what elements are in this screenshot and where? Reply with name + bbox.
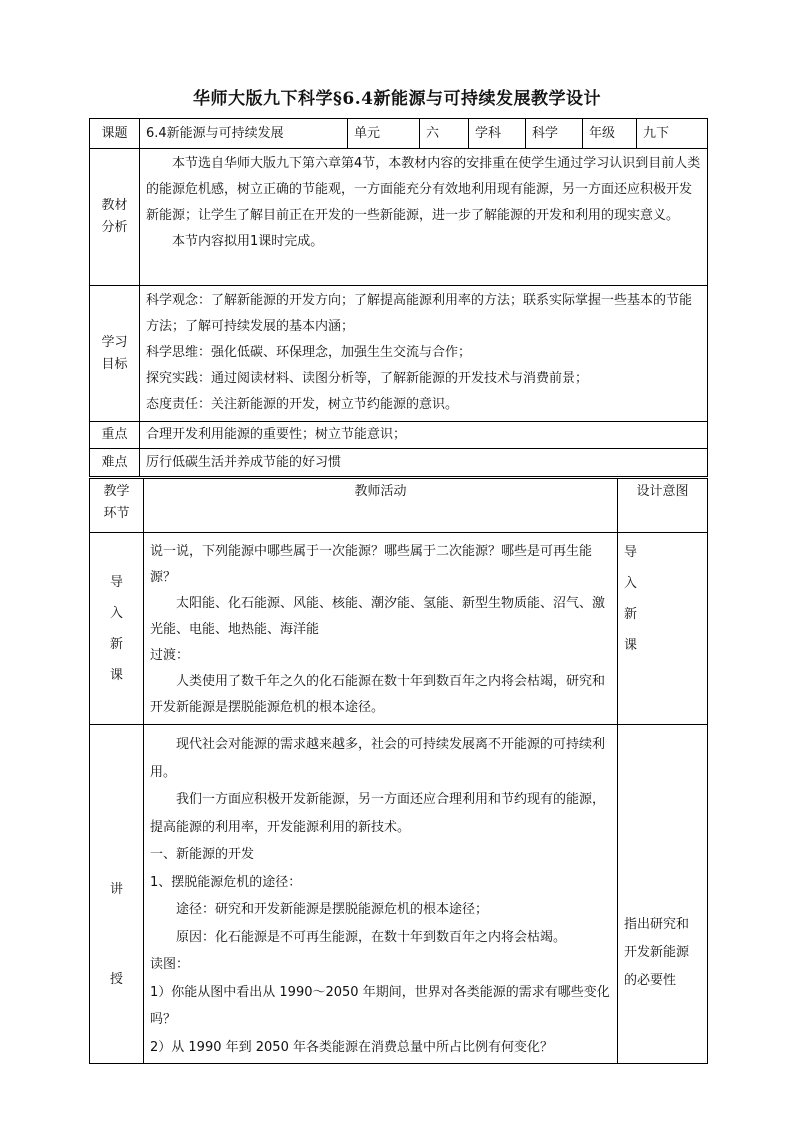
intro-stage: 导 入 新 课 [90,533,144,725]
subject-label: 学科 [469,119,526,149]
lecture-subheading: 1、摆脱能源危机的途径： [150,874,302,890]
activity-header: 教师活动 [144,479,618,533]
objectives-content [140,286,708,422]
intro-transition-label: 过渡： [150,648,190,663]
intro-transition-text: 人类使用了数千年之久的化石能源在数十年到数百年之内将会枯竭，研究和开发新能源是摆脱能源危机的根本途径。 [150,674,606,715]
objective-item: 科学思维：强化低碳、环保理念，加强生生交流与合作； [146,345,472,360]
stage-header: 教学 环节 [90,479,144,533]
difficulties-label: 难点 [90,449,140,477]
lecture-read-label: 读图： [150,957,190,972]
intro-question: 说一说，下列能源中哪些属于一次能源？哪些属于二次能源？哪些是可再生能源？ [150,544,593,585]
lecture-paragraph: 现代社会对能源的需求越来越多，社会的可持续发展离不开能源的可持续利用。 [150,737,606,780]
analysis-paragraph: 本节选自华师大版九下第六章第4节，本教材内容的安排重在使学生通过学习认识到目前人类的能源危机感，树立正确的节能观，一方面能充分有效地利用现有能源，另一方面还应积极开发新能源；让学生了解目前正在开发的一些新能源，进一步了解能源的开发和利用的现实意义。 [146,156,701,223]
difficulties-value: 厉行低碳生活并养成节能的好习惯 [140,449,708,477]
lecture-intent: 指出研究和开发新能源的必要性 [618,725,708,1064]
lecture-question: 2）从 1990 年到 2050 年各类能源在消费总量中所占比例有何变化？ [150,1039,553,1055]
objectives-label: 学习 目标 [90,286,140,422]
lecture-way: 途径：研究和开发新能源是摆脱能源危机的根本途径； [176,902,489,917]
lesson-info-table [89,118,708,477]
objective-item: 科学观念：了解新能源的开发方向；了解提高能源利用率的方法；联系实际掌握一些基本的节能方法；了解可持续发展的基本内涵； [146,293,693,334]
analysis-content [140,149,708,286]
intent-header: 设计意图 [618,479,708,533]
unit-label: 单元 [348,119,420,149]
lesson-value: 6.4新能源与可持续发展 [140,119,348,149]
lesson-label: 课题 [90,119,140,149]
lecture-paragraph: 我们一方面应积极开发新能源，另一方面还应合理利用和节约现有的能源，提高能源的利用率，开发能源利用的新技术。 [150,792,606,835]
objective-item: 探究实践：通过阅读材料、读图分析等，了解新能源的开发技术与消费前景； [146,371,589,386]
subject-value: 科学 [526,119,583,149]
objective-item: 态度责任：关注新能源的开发，树立节约能源的意识。 [146,397,459,412]
lecture-question: 1）你能从图中看出从 1990～2050 年期间，世界对各类能源的需求有哪些变化吗？ [150,984,610,1027]
intro-sources: 太阳能、化石能源、风能、核能、潮汐能、氢能、新型生物质能、沼气、激光能、电能、地热能、海洋能 [150,596,606,637]
grade-label: 年级 [583,119,637,149]
intro-intent: 导 入 新 课 [618,533,708,725]
grade-value: 九下 [637,119,708,149]
lecture-activity [144,725,618,1064]
intro-activity [144,533,618,725]
key-points-value: 合理开发利用能源的重要性；树立节能意识； [140,422,708,449]
analysis-label: 教材 分析 [90,149,140,286]
key-points-label: 重点 [90,422,140,449]
page-title: 华师大版九下科学§6.4新能源与可持续发展教学设计 [193,89,601,109]
lecture-reason: 原因：化石能源是不可再生能源，在数十年到数百年之内将会枯竭。 [176,929,567,945]
analysis-paragraph: 本节内容拟用1课时完成。 [172,234,324,249]
unit-value: 六 [420,119,469,149]
lecture-heading: 一、新能源的开发 [150,847,255,862]
teaching-process-table [89,478,708,1064]
lecture-stage: 讲 授 [90,725,144,1064]
